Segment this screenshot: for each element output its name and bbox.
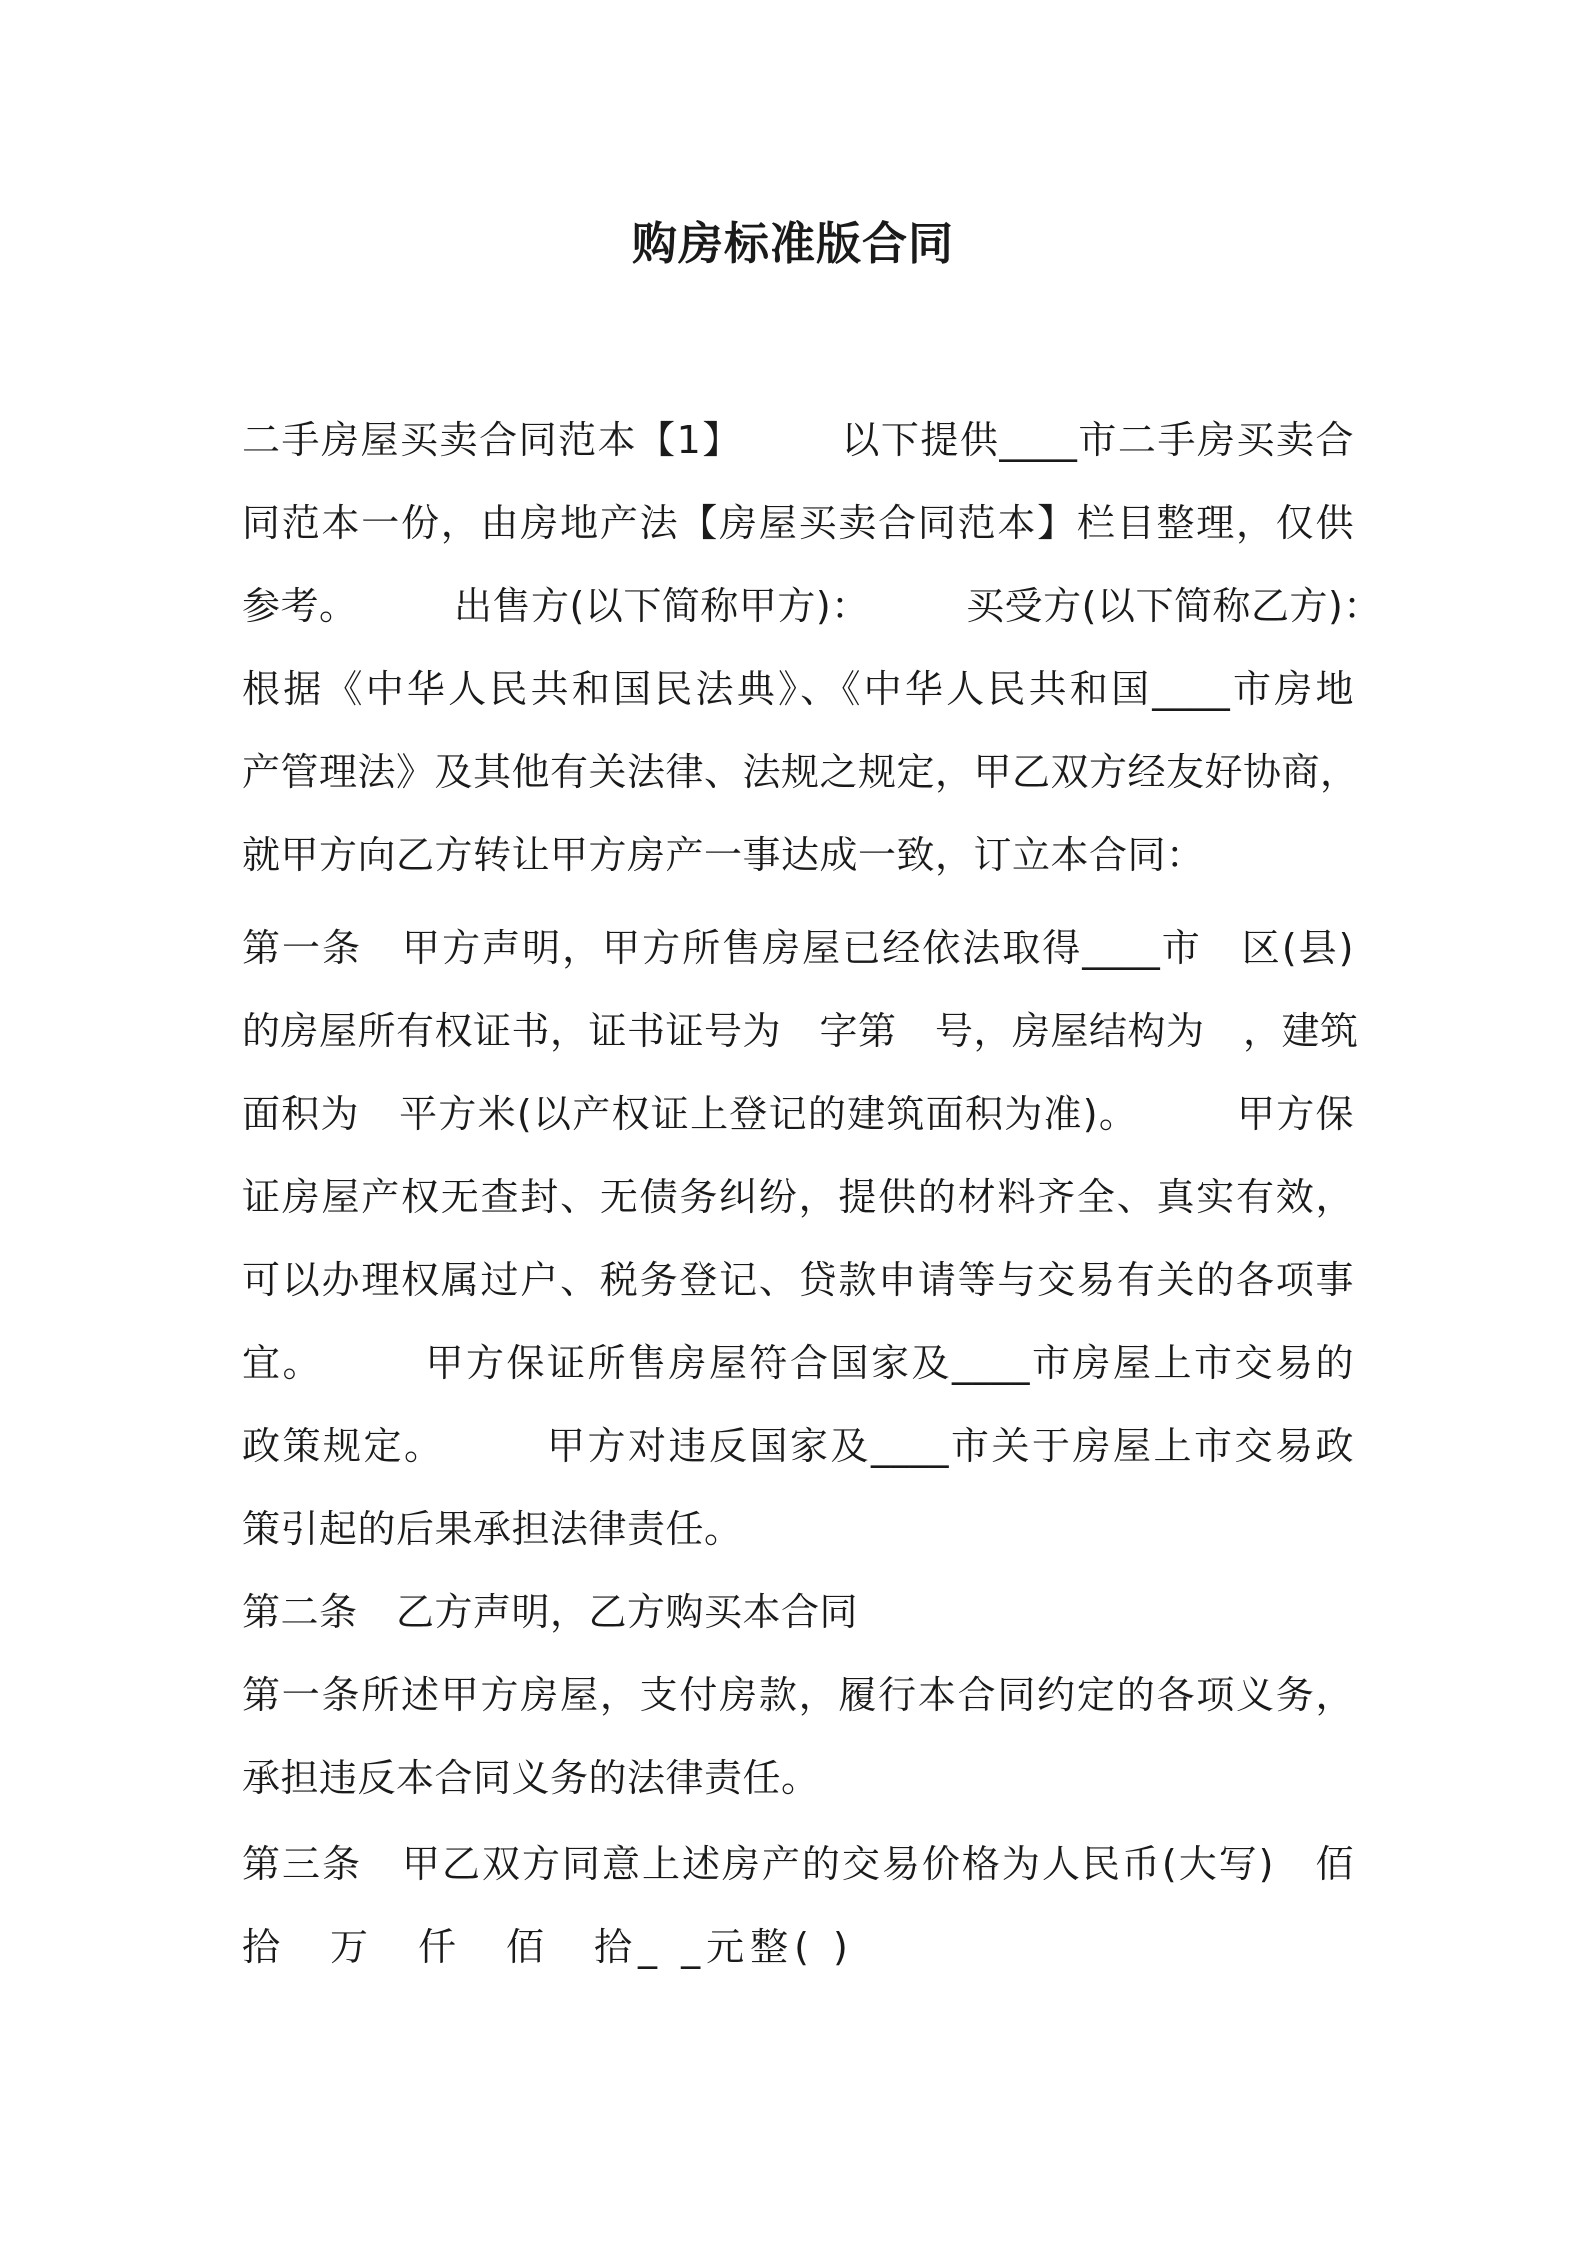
article-2-line: 第二条 乙方声明，乙方购买本合同 xyxy=(242,1590,859,1634)
body-line: 拾 万 仟 佰 拾_ _元整( ) xyxy=(242,1925,854,1969)
article-3-line: 第三条 甲乙双方同意上述房产的交易价格为人民币(大写) 佰 xyxy=(242,1842,1354,1886)
article-1-line: 第一条 甲方声明，甲方所售房屋已经依法取得____市 区(县) xyxy=(242,926,1354,970)
body-line: 面积为 平方米(以产权证上登记的建筑面积为准)。 甲方保 xyxy=(242,1092,1354,1136)
body-line: 产管理法》及其他有关法律、法规之规定，甲乙双方经友好协商， xyxy=(242,750,1359,794)
body-line: 第一条所述甲方房屋，支付房款，履行本合同约定的各项义务， xyxy=(242,1673,1354,1717)
body-line: 根据《中华人民共和国民法典》、《中华人民共和国____市房地 xyxy=(242,667,1354,711)
body-line: 政策规定。 甲方对违反国家及____市关于房屋上市交易政 xyxy=(242,1424,1354,1468)
body-line: 同范本一份，由房地产法【房屋买卖合同范本】栏目整理，仅供 xyxy=(242,501,1354,545)
body-line: 的房屋所有权证书，证书证号为 字第 号，房屋结构为 ，建筑 xyxy=(242,1009,1359,1053)
body-line: 宜。 甲方保证所售房屋符合国家及____市房屋上市交易的 xyxy=(242,1341,1354,1385)
body-line: 就甲方向乙方转让甲方房产一事达成一致，订立本合同： xyxy=(242,833,1205,877)
document-title: 购房标准版合同 xyxy=(631,217,954,270)
body-line: 承担违反本合同义务的法律责任。 xyxy=(242,1756,820,1800)
body-line: 可以办理权属过户、税务登记、贷款申请等与交易有关的各项事 xyxy=(242,1258,1354,1302)
body-line: 证房屋产权无查封、无债务纠纷，提供的材料齐全、真实有效， xyxy=(242,1175,1354,1219)
body-line: 策引起的后果承担法律责任。 xyxy=(242,1507,743,1551)
body-line: 二手房屋买卖合同范本【1】 以下提供____市二手房买卖合 xyxy=(242,418,1354,462)
body-line: 参考。 出售方(以下简称甲方)： 买受方(以下简称乙方)： xyxy=(242,584,1382,628)
